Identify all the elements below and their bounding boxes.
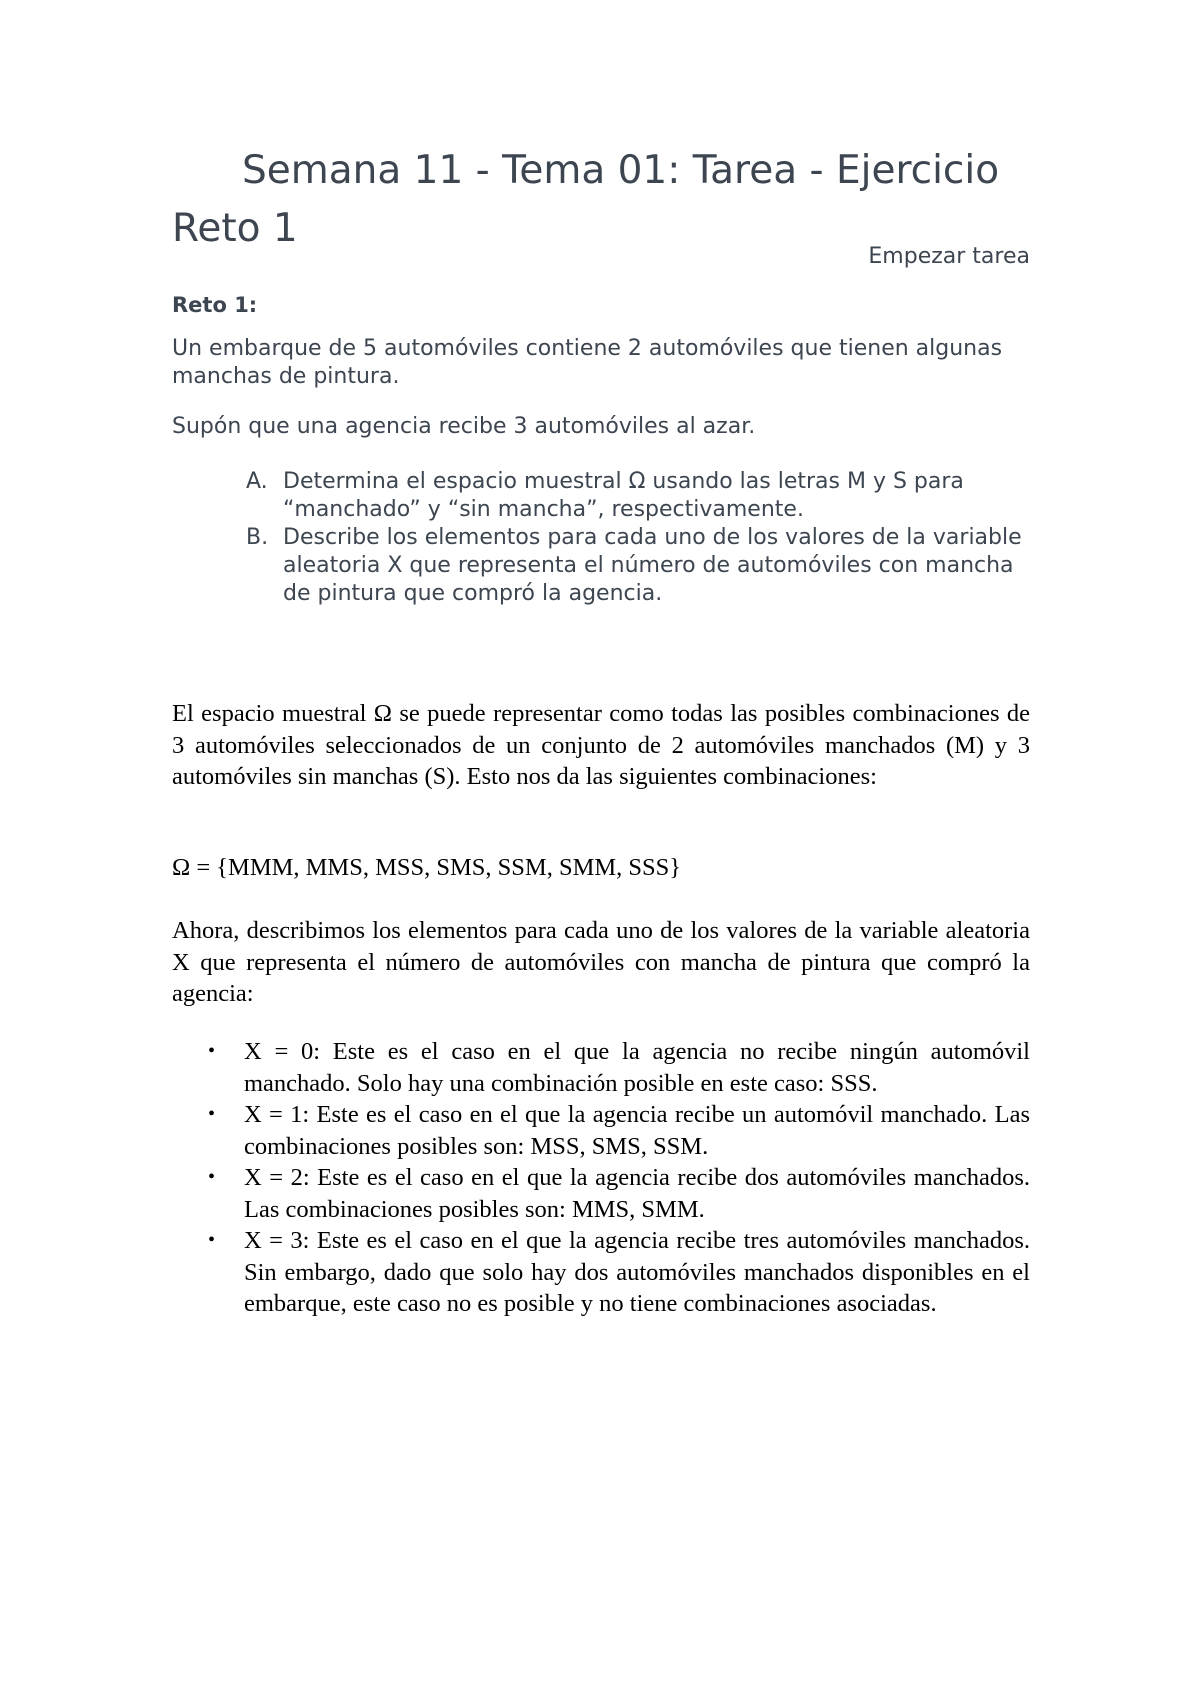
- task-marker: B.: [246, 525, 269, 550]
- sample-space-line: Ω = {MMM, MMS, MSS, SMS, SSM, SMM, SSS}: [172, 854, 682, 881]
- bullet-icon: •: [208, 1040, 216, 1062]
- task-item-b: [172, 524, 1030, 608]
- answer-followup-paragraph: Ahora, describimos los elementos para cada uno de los valores de la variable aleatoria X que representa el número de automóviles con mancha de pintura que compró la agencia:: [172, 917, 1030, 1007]
- bullet-icon: •: [208, 1166, 216, 1188]
- case-item-x2: [172, 1162, 1030, 1225]
- case-text: X = 2: Este es el caso en el que la agencia recibe dos automóviles manchados. Las combinaciones posibles son: MMS, SMM.: [244, 1164, 1030, 1223]
- task-list: [172, 468, 1030, 608]
- problem-paragraph-2: Supón que una agencia recibe 3 automóviles al azar.: [172, 414, 756, 439]
- bullet-icon: •: [208, 1229, 216, 1251]
- cases-list: [172, 1036, 1030, 1320]
- case-item-x3: [172, 1225, 1030, 1320]
- page-title: Semana 11 - Tema 01: Tarea - Ejercicio Reto 1: [172, 148, 1000, 251]
- case-text: X = 3: Este es el caso en el que la agencia recibe tres automóviles manchados. Sin embargo, dado que solo hay dos automóviles manchados disponibles en el embarque, este caso no es posible y no tiene combinaciones asociadas.: [244, 1227, 1030, 1317]
- task-item-a: [172, 468, 1030, 524]
- case-item-x1: [172, 1099, 1030, 1162]
- problem-paragraph-1: Un embarque de 5 automóviles contiene 2 automóviles que tienen algunas manchas de pintura.: [172, 336, 1003, 389]
- start-task-link[interactable]: Empezar tarea: [868, 244, 1030, 269]
- bullet-icon: •: [208, 1103, 216, 1125]
- case-text: X = 1: Este es el caso en el que la agencia recibe un automóvil manchado. Las combinaciones posibles son: MSS, SMS, SSM.: [244, 1101, 1030, 1160]
- case-text: X = 0: Este es el caso en el que la agencia no recibe ningún automóvil manchado. Solo hay una combinación posible en este caso: SSS.: [244, 1038, 1030, 1097]
- case-item-x0: [172, 1036, 1030, 1099]
- reto-heading: Reto 1:: [172, 293, 258, 317]
- task-text: Describe los elementos para cada uno de los valores de la variable aleatoria X que representa el número de automóviles con mancha de pintura que compró la agencia.: [283, 525, 1022, 606]
- answer-intro-paragraph: El espacio muestral Ω se puede representar como todas las posibles combinaciones de 3 automóviles seleccionados de un conjunto de 2 automóviles manchados (M) y 3 automóviles sin manchas (S). Esto nos da las siguientes combinaciones:: [172, 700, 1030, 790]
- task-text: Determina el espacio muestral Ω usando las letras M y S para “manchado” y “sin mancha”, respectivamente.: [283, 469, 964, 522]
- task-marker: A.: [246, 469, 268, 494]
